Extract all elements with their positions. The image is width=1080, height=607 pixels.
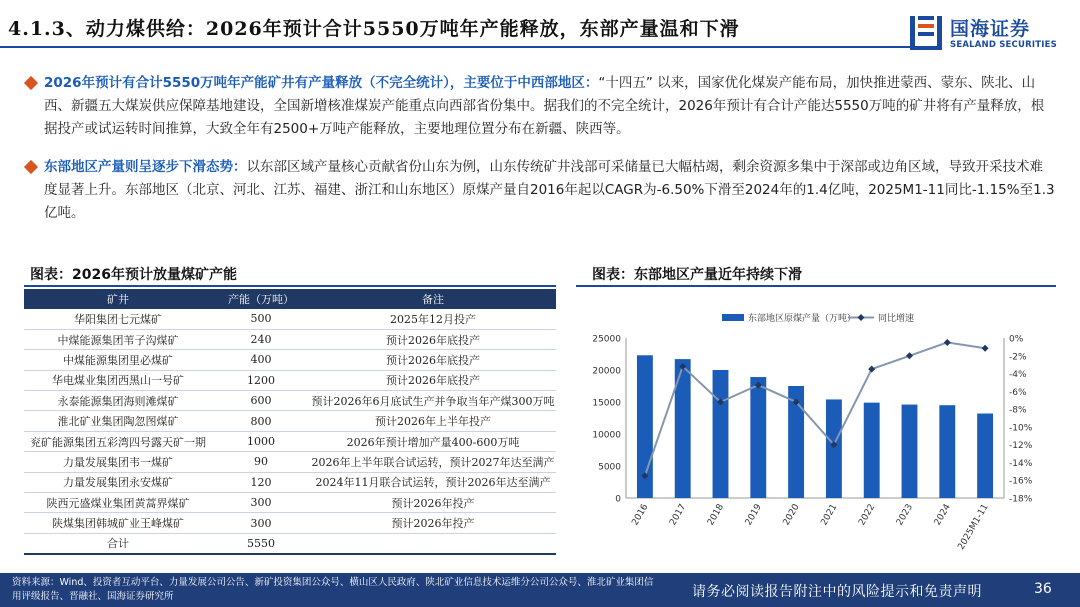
- table-row: [24, 472, 556, 492]
- east-production-chart: [576, 300, 1066, 560]
- cell-mine: 力量发展集团永安煤矿: [24, 472, 212, 492]
- table-row: [24, 452, 556, 472]
- cell-mine: 淮北矿业集团陶忽图煤矿: [24, 411, 212, 431]
- cell-mine: 永泰能源集团海则滩煤矿: [24, 391, 212, 411]
- x-tick-label: 2025M1-11: [956, 502, 991, 552]
- data-sources: 资料来源：Wind、投资者互动平台、力量发展公司公告、新矿投资集团公众号、横山区人民政府、陕北矿业信息技术运维分公司公众号、淮北矿业集团信用评级报告、晋融社、国海证券研究所: [12, 577, 654, 602]
- page-header: [0, 0, 1080, 62]
- cell-capacity: 600: [212, 391, 310, 411]
- y-right-tick-label: -16%: [1009, 476, 1033, 487]
- production-bar: [713, 370, 729, 498]
- cell-remark: 预计2026年投产: [310, 513, 556, 533]
- x-tick-label: 2020: [781, 502, 802, 528]
- x-tick-label: 2016: [630, 502, 651, 528]
- mine-capacity-table: [24, 289, 556, 555]
- bullet-lead: 东部地区产量则呈逐步下滑态势：: [44, 159, 247, 175]
- diamond-bullet-icon: [24, 76, 38, 90]
- y-right-tick-label: -6%: [1009, 387, 1027, 398]
- x-tick-label: 2018: [705, 502, 727, 528]
- cell-remark: 预计2026年底投产: [310, 350, 556, 370]
- legend-line-marker: [858, 314, 865, 321]
- cell-capacity: 300: [212, 513, 310, 533]
- table-row: [24, 329, 556, 349]
- table-header-row: [24, 289, 556, 309]
- bullet-body: “十四五” 以来，国家优化煤炭产能布局，加快推进蒙西、蒙东、陕北、山西、新疆五大煤炭供应保障基地建设，全国新增核准煤炭产能重点向西部省份集中。据我们的不完全统计，2026年预计有合计产能达5550万吨的矿井将有产量释放，根据投产或试运转时间推算，大致全年有2500+万吨产能释放，主要地理位置分布在新疆、陕西等。: [44, 75, 1045, 137]
- y-right-tick-label: -12%: [1009, 441, 1033, 452]
- yoy-growth-point: [868, 366, 875, 373]
- disclaimer-notice: 请务必阅读报告附注中的风险提示和免责声明: [692, 584, 982, 600]
- title-underline: [0, 46, 920, 48]
- table-total-row: [24, 533, 556, 553]
- page-footer: [0, 573, 1080, 607]
- y-right-tick-label: -8%: [1009, 405, 1027, 416]
- y-left-tick-label: 5000: [598, 462, 621, 473]
- cell-mine: 陕西元盛煤业集团黄蒿界煤矿: [24, 493, 212, 513]
- logo-text-cn: 国海证券: [950, 18, 1031, 40]
- x-tick-label: 2017: [668, 502, 689, 528]
- y-right-tick-label: -2%: [1009, 352, 1027, 363]
- cell-mine: 华电煤业集团西黑山一号矿: [24, 370, 212, 390]
- diamond-bullet-icon: [24, 160, 38, 174]
- y-right-tick-label: -18%: [1009, 494, 1033, 505]
- yoy-growth-line: [645, 342, 985, 475]
- cell-capacity: 1000: [212, 431, 310, 451]
- x-tick-label: 2022: [857, 502, 878, 528]
- cell-remark: 2026年上半年联合试运转，预计2027年达至满产: [310, 452, 556, 472]
- cell-mine: 力量发展集团韦一煤矿: [24, 452, 212, 472]
- company-logo: [908, 12, 1068, 56]
- y-right-tick-label: -10%: [1009, 423, 1033, 434]
- cell-mine: 中煤能源集团苇子沟煤矿: [24, 329, 212, 349]
- x-tick-label: 2024: [932, 502, 953, 528]
- table-row: [24, 513, 556, 533]
- yoy-growth-point: [982, 345, 989, 352]
- x-tick-label: 2021: [819, 502, 840, 528]
- cell-capacity: 500: [212, 309, 310, 329]
- cell-mine: 陕煤集团韩城矿业王峰煤矿: [24, 513, 212, 533]
- cell-mine: 兖矿能源集团五彩湾四号露天矿一期: [24, 431, 212, 451]
- legend-bar-swatch: [722, 314, 744, 321]
- table-row: [24, 350, 556, 370]
- production-bar: [977, 414, 993, 498]
- page-title: 4.1.3、动力煤供给：2026年预计合计5550万吨年产能释放，东部产量温和下滑: [8, 18, 740, 40]
- yoy-growth-point: [906, 352, 913, 359]
- cell-remark: 2025年12月投产: [310, 309, 556, 329]
- bullet-capacity-release: [26, 72, 1056, 144]
- col-header-capacity: 产能（万吨）: [212, 289, 310, 309]
- y-left-tick-label: 0: [615, 494, 621, 505]
- production-bar: [902, 405, 918, 498]
- production-bar: [939, 405, 955, 498]
- cell-remark: 预计2026年6月底试生产并争取当年产煤300万吨: [310, 391, 556, 411]
- table-row: [24, 370, 556, 390]
- bullet-body: 以东部区域产量核心贡献省份山东为例，山东传统矿井浅部可采储量已大幅枯竭，剩余资源多集中于深部或边角区域，导致开采技术难度显著上升。东部地区（北京、河北、江苏、福建、浙江和山东地区）原煤产量自2016年起以CAGR为-6.50%下滑至2024年的1.4亿吨，2025M1-11同比-1.15%至1.3亿吨。: [44, 159, 1055, 221]
- cell-total-label: 合计: [24, 533, 212, 553]
- cell-capacity: 120: [212, 472, 310, 492]
- cell-capacity: 240: [212, 329, 310, 349]
- cell-capacity: 90: [212, 452, 310, 472]
- y-right-tick-label: -4%: [1009, 370, 1027, 381]
- table-row: [24, 411, 556, 431]
- cell-capacity: 1200: [212, 370, 310, 390]
- logo-text-en: SEALAND SECURITIES: [950, 40, 1057, 50]
- cell-total-remark: [310, 533, 556, 553]
- table-title: 图表：2026年预计放量煤矿产能: [30, 267, 237, 283]
- table-row: [24, 431, 556, 451]
- col-header-mine: 矿井: [24, 289, 212, 309]
- cell-remark: 预计2026年底投产: [310, 329, 556, 349]
- cell-capacity: 300: [212, 493, 310, 513]
- cell-capacity: 400: [212, 350, 310, 370]
- page-number: 36: [1034, 581, 1052, 597]
- y-left-tick-label: 15000: [592, 398, 621, 409]
- x-tick-label: 2023: [894, 502, 916, 528]
- y-left-tick-label: 10000: [592, 430, 621, 441]
- production-bar: [750, 377, 766, 498]
- cell-remark: 预计2026年底投产: [310, 370, 556, 390]
- cell-total-capacity: 5550: [212, 533, 310, 553]
- cell-remark: 2024年11月联合试运转，预计2026年达至满产: [310, 472, 556, 492]
- cell-remark: 预计2026年上半年投产: [310, 411, 556, 431]
- y-left-tick-label: 25000: [592, 334, 621, 345]
- bullet-lead: 2026年预计有合计5550万吨年产能矿井有产量释放（不完全统计），主要位于中西部地区：: [44, 75, 599, 91]
- x-tick-label: 2019: [743, 502, 764, 528]
- y-left-tick-label: 20000: [592, 366, 621, 377]
- cell-remark: 2026年预计增加产量400-600万吨: [310, 431, 556, 451]
- chart-title: 图表：东部地区产量近年持续下滑: [592, 267, 802, 283]
- logo-mark-icon: [908, 12, 944, 52]
- bullet-east-decline: [26, 156, 1056, 228]
- cell-mine: 华阳集团七元煤矿: [24, 309, 212, 329]
- legend-bar-label: 东部地区原煤产量（万吨）: [748, 314, 857, 324]
- table-row: [24, 391, 556, 411]
- table-row: [24, 493, 556, 513]
- production-bar: [826, 399, 842, 498]
- legend-line-label: 同比增速: [878, 314, 915, 324]
- cell-remark: 预计2026年投产: [310, 493, 556, 513]
- cell-capacity: 800: [212, 411, 310, 431]
- col-header-remark: 备注: [310, 289, 556, 309]
- cell-mine: 中煤能源集团里必煤矿: [24, 350, 212, 370]
- production-bar: [864, 403, 880, 498]
- yoy-growth-point: [944, 339, 951, 346]
- chart-title-rule: [576, 285, 1056, 287]
- y-right-tick-label: -14%: [1009, 458, 1033, 469]
- y-right-tick-label: 0%: [1009, 334, 1024, 345]
- table-title-rule: [24, 285, 556, 287]
- table-row: [24, 309, 556, 329]
